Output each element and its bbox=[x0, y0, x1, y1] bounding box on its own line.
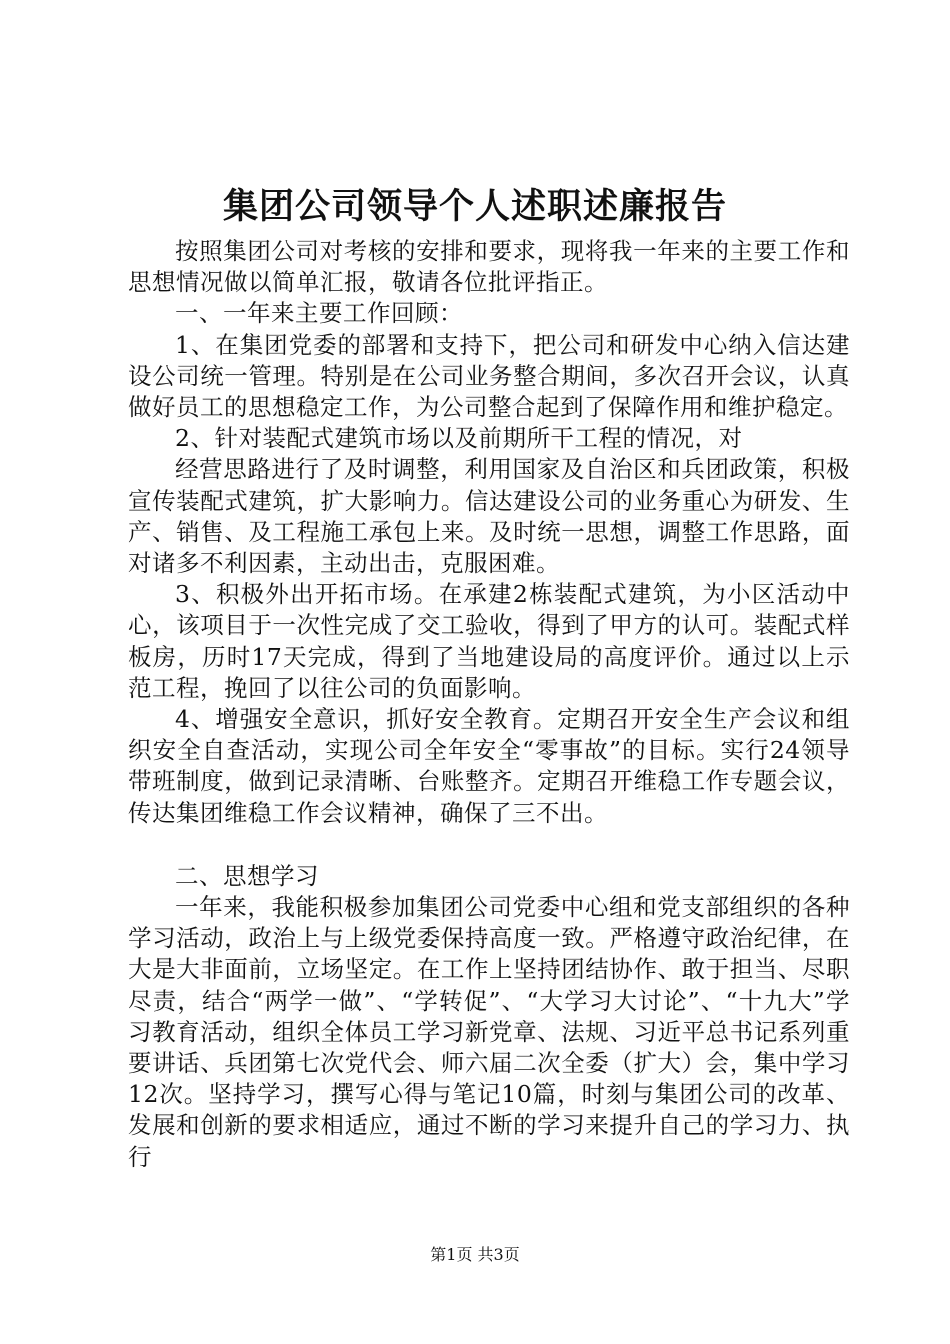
work-item-4: 4、增强安全意识，抓好安全教育。定期召开安全生产会议和组织安全自查活动，实现公司全年安全“零事故”的目标。实行24领导带班制度，做到记录清晰、台账整齐。定期召开维稳工作专题会议，传达集团维稳工作会议精神，确保了三不出。 bbox=[128, 705, 850, 827]
document-body bbox=[128, 236, 850, 1173]
section-heading-work-review: 一、一年来主要工作回顾： bbox=[175, 299, 463, 328]
page-number-footer: 第1页 共3页 bbox=[430, 1245, 520, 1264]
study-paragraph: 一年来，我能积极参加集团公司党委中心组和党支部组织的各种学习活动，政治上与上级党委保持高度一致。严格遵守政治纪律，在大是大非面前，立场坚定。在工作上坚持团结协作、敢于担当、尽职尽责，结合“两学一做”、“学转促”、“大学习大讨论”、“十九大”学习教育活动，组织全体员工学习新党章、法规、习近平总书记系列重要讲话、兵团第七次党代会、师六届二次全委（扩大）会，集中学习12次。坚持学习，撰写心得与笔记10篇，时刻与集团公司的改革、发展和创新的要求相适应，通过不断的学习来提升自己的学习力、执行 bbox=[128, 893, 850, 1171]
work-item-2-start: 2、针对装配式建筑市场以及前期所干工程的情况，对 bbox=[175, 424, 743, 453]
section-heading-study: 二、思想学习 bbox=[175, 861, 319, 890]
intro-paragraph: 按照集团公司对考核的安排和要求，现将我一年来的主要工作和思想情况做以简单汇报，敬请各位批评指正。 bbox=[128, 237, 850, 297]
work-item-2-continued: 经营思路进行了及时调整，利用国家及自治区和兵团政策，积极宣传装配式建筑，扩大影响力。信达建设公司的业务重心为研发、生产、销售、及工程施工承包上来。及时统一思想，调整工作思路，面对诸多不利因素，主动出击，克服困难。 bbox=[128, 455, 850, 578]
document-title: 集团公司领导个人述职述廉报告 bbox=[222, 186, 727, 227]
work-item-1: 1、在集团党委的部署和支持下，把公司和研发中心纳入信达建设公司统一管理。特别是在公司业务整合期间，多次召开会议，认真做好员工的思想稳定工作，为公司整合起到了保障作用和维护稳定。 bbox=[128, 330, 850, 422]
work-item-3: 3、积极外出开拓市场。在承建2栋装配式建筑，为小区活动中心，该项目于一次性完成了交工验收，得到了甲方的认可。装配式样板房，历时17天完成，得到了当地建设局的高度评价。通过以上示范工程，挽回了以往公司的负面影响。 bbox=[128, 580, 850, 702]
